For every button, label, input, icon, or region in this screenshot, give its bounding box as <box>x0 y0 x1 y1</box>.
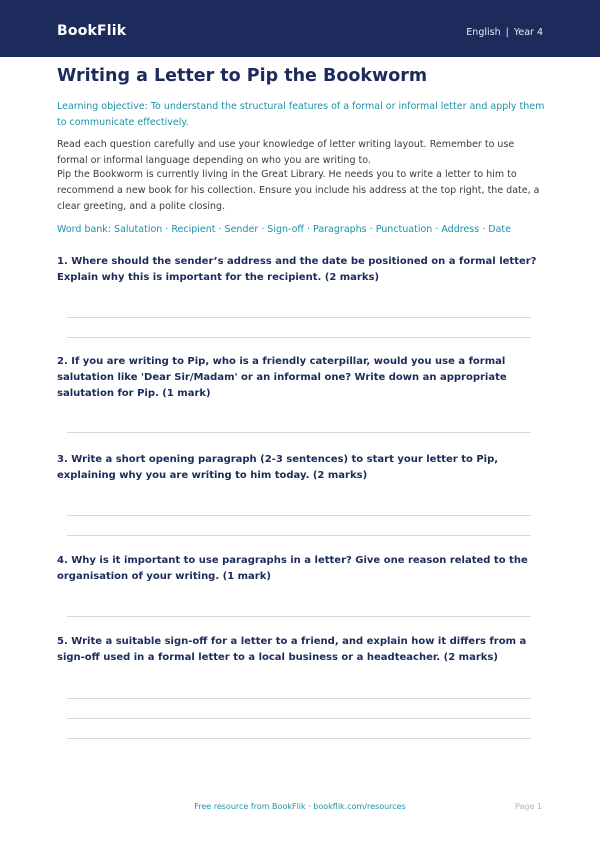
question-5: 5. Write a suitable sign-off for a letter to a friend, and explain how it differs from a sign-off used in a formal letter to a local business or a headteacher. (2 marks) <box>57 636 527 663</box>
question-2: 2. If you are writing to Pip, who is a friendly caterpillar, would you use a formal salutation like 'Dear Sir/Madam' or an informal one? Write down an appropriate salutation for Pip. (1 mark) <box>57 356 507 399</box>
question-4: 4. Why is it important to use paragraphs in a letter? Give one reason related to the organisation of your writing. (1 mark) <box>57 555 528 582</box>
meta-separator: | <box>505 27 509 38</box>
header-meta <box>466 27 543 38</box>
question-1: 1. Where should the sender’s address and the date be positioned on a formal letter? Explain why this is important for the recipient. (2 marks) <box>57 256 537 283</box>
question-3: 3. Write a short opening paragraph (2-3 sentences) to start your letter to Pip, explaining why you are writing to him today. (2 marks) <box>57 454 499 481</box>
scenario-paragraph: Pip the Bookworm is currently living in the Great Library. He needs you to write a letter to him to recommend a new book for his collection. Ensure you include his address at the top right, the date, a clear greeting, and a polite closing. <box>57 169 540 212</box>
subject-label: English <box>466 27 501 38</box>
answer-line[interactable] <box>67 317 531 318</box>
answer-line[interactable] <box>67 616 531 617</box>
year-label: Year 4 <box>513 27 543 38</box>
answer-line[interactable] <box>67 515 531 516</box>
answer-line[interactable] <box>67 698 531 699</box>
answer-line[interactable] <box>67 718 531 719</box>
answer-line[interactable] <box>67 738 531 739</box>
answer-line[interactable] <box>67 432 531 433</box>
page-number: Page 1 <box>515 802 542 811</box>
worksheet-title: Writing a Letter to Pip the Bookworm <box>57 66 428 86</box>
learning-objective: Learning objective: To understand the structural features of a formal or informal letter and apply them to communicate effectively. <box>57 101 545 128</box>
answer-line[interactable] <box>67 337 531 338</box>
instructions-paragraph: Read each question carefully and use your knowledge of letter writing layout. Remember to use formal or informal language depending on who you are writing to. <box>57 139 515 166</box>
word-bank: Word bank: Salutation · Recipient · Sender · Sign-off · Paragraphs · Punctuation · Address · Date <box>57 224 511 235</box>
brand-logo: BookFlik <box>57 23 127 39</box>
footer-resource: Free resource from BookFlik · bookflik.com/resources <box>194 802 406 811</box>
header-bar <box>0 0 600 57</box>
answer-line[interactable] <box>67 535 531 536</box>
